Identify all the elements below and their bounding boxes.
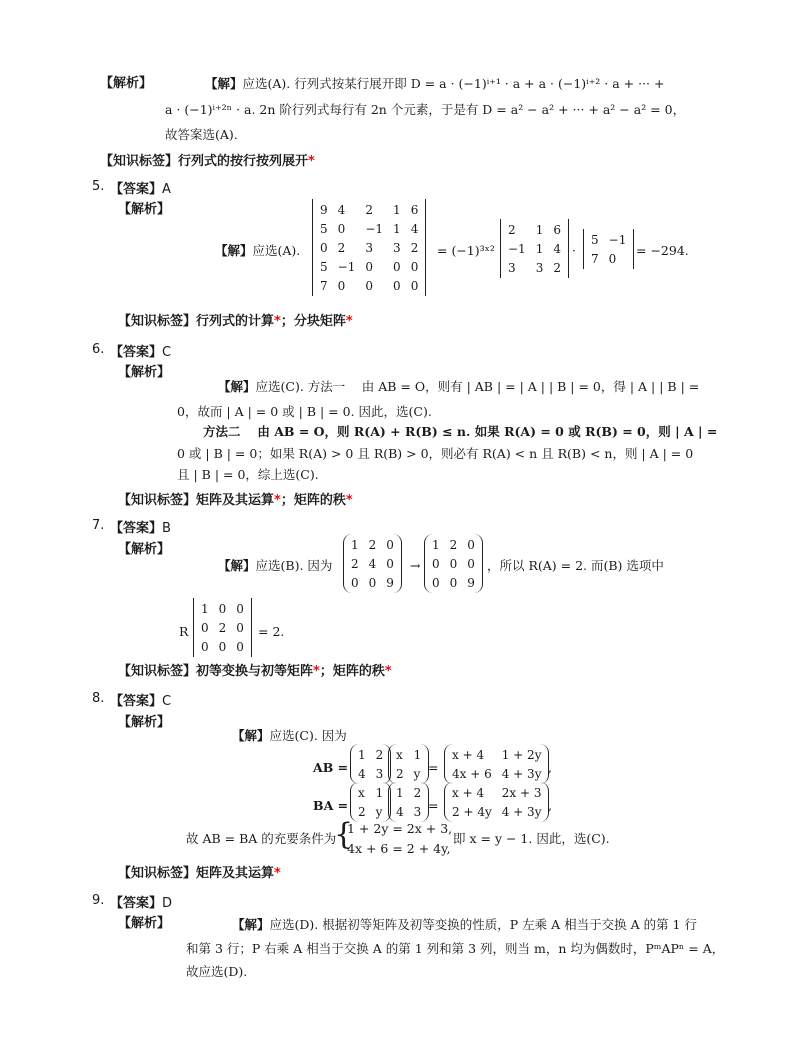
q7-m3-cell: 0 bbox=[236, 601, 244, 616]
q5-matrix-5x5 bbox=[312, 199, 426, 296]
q7-number: 7. bbox=[92, 518, 105, 533]
q7-m1-row bbox=[346, 554, 399, 573]
analysis-label: 【解析】 bbox=[100, 76, 153, 91]
q8-ba-label: BA = bbox=[313, 798, 349, 813]
q7-m2-cell: 0 bbox=[432, 556, 440, 571]
q8-ab-m3-cell: x + 4 bbox=[452, 747, 485, 762]
q7-m3-row bbox=[196, 599, 249, 618]
q6-number: 6. bbox=[92, 342, 105, 357]
q5-m1-cell: −1 bbox=[365, 221, 384, 236]
q7-m3-row bbox=[196, 618, 249, 637]
q8-ab-m1-row bbox=[353, 764, 388, 783]
q8-ba-eq: = bbox=[428, 798, 439, 813]
q8-ba-m3-row bbox=[447, 783, 546, 802]
q9-line2: 和第 3 行；P 右乘 A 相当于交换 A 的第 1 列和第 3 列，则当 m，n 均为偶数时，PᵐAPⁿ = A， bbox=[186, 941, 725, 956]
q6-answer: 【答案】C bbox=[110, 345, 172, 360]
q7-m2-cell: 0 bbox=[449, 575, 458, 590]
q8-ab-m2-row bbox=[391, 745, 426, 764]
q5-m1-cell: 4 bbox=[410, 221, 419, 236]
q5-m2-cell: 4 bbox=[553, 241, 561, 256]
q6-tags: 【知识标签】矩阵及其运算*；矩阵的秩* bbox=[118, 493, 353, 508]
q6-analysis-label: 【解析】 bbox=[118, 365, 171, 380]
q8-ba-m3 bbox=[444, 782, 549, 822]
q7-matrix-3 bbox=[193, 598, 252, 657]
q9-number: 9. bbox=[92, 893, 105, 908]
q5-m3-cell: −1 bbox=[608, 232, 627, 247]
q5-m1-cell: 0 bbox=[365, 259, 373, 274]
q5-m3-row bbox=[586, 249, 631, 268]
q5-m2-cell: 6 bbox=[553, 222, 561, 237]
q8-analysis-label: 【解析】 bbox=[118, 715, 171, 730]
q5-m2-cell: 3 bbox=[508, 260, 516, 275]
q7-m1-cell: 2 bbox=[368, 537, 377, 552]
q8-ab-m3 bbox=[444, 744, 549, 784]
q5-m1-cell: 0 bbox=[337, 278, 346, 293]
q5-m1-row bbox=[315, 238, 423, 257]
q8-ab-m3-cell: 4 + 3y bbox=[501, 766, 542, 781]
q7-m2-cell: 0 bbox=[449, 556, 458, 571]
q9-line3: 故应选(D). bbox=[186, 964, 248, 979]
q4-line2: a · (−1)ⁱ⁺²ⁿ · a. 2n 阶行列式每行有 2n 个元素，于是有 D = a² − a² + ··· + a² − a² = 0， bbox=[165, 102, 686, 117]
q4-tags: 【知识标签】行列式的按行按列展开* bbox=[100, 154, 315, 169]
q7-m1-row bbox=[346, 535, 399, 554]
q8-ba-m1-row bbox=[353, 783, 388, 802]
q9-line1: 【解】应选(D). 根据初等矩阵及初等变换的性质，P 左乘 A 相当于交换 A 的第 1 行 bbox=[232, 917, 697, 932]
q5-m2-cell: −1 bbox=[508, 241, 526, 256]
q8-cond1: 1 + 2y = 2x + 3, bbox=[347, 821, 453, 836]
q8-ba-m2-row bbox=[391, 802, 426, 821]
q7-m1-cell: 4 bbox=[368, 556, 377, 571]
q8-tags: 【知识标签】矩阵及其运算* bbox=[118, 866, 281, 881]
q8-ba-m2-cell: 3 bbox=[413, 804, 422, 819]
q5-m1-cell: 3 bbox=[393, 240, 401, 255]
q5-m1-cell: 0 bbox=[393, 278, 401, 293]
q7-m3-cell: 0 bbox=[236, 620, 244, 635]
q7-m2-row bbox=[427, 573, 480, 592]
q7-lead: 【解】应选(B). 因为 bbox=[218, 558, 333, 573]
q8-ba-m2-cell: 1 bbox=[396, 785, 404, 800]
q8-ba-m1-row bbox=[353, 802, 388, 821]
q8-ab-m3-row bbox=[447, 764, 546, 783]
q5-m1-cell: 2 bbox=[365, 202, 373, 217]
q7-m1-cell: 2 bbox=[351, 556, 359, 571]
q8-ba-m1-cell: 1 bbox=[375, 785, 384, 800]
q5-m1-row bbox=[315, 257, 423, 276]
q7-m1-cell: 0 bbox=[368, 575, 377, 590]
q5-m1-cell: 0 bbox=[410, 278, 419, 293]
q8-ab-m1 bbox=[350, 744, 391, 784]
q7-m2-cell: 0 bbox=[432, 575, 440, 590]
q5-matrix-2x2 bbox=[583, 229, 634, 269]
q8-ab-m1-row bbox=[353, 745, 388, 764]
q7-m3-cell: 1 bbox=[201, 601, 209, 616]
q8-ba-m1 bbox=[350, 782, 391, 822]
q8-ab-m3-cell: 4x + 6 bbox=[452, 766, 492, 781]
q4-line1: 【解】应选(A). 行列式按某行展开即 D = a · (−1)ⁱ⁺¹ · a + a · (−1)ⁱ⁺² · a + ··· + bbox=[205, 76, 665, 91]
q8-ab-m1-cell: 2 bbox=[375, 747, 384, 762]
q6-line4: 0 或 | B | = 0；如果 R(A) > 0 且 R(B) > 0，则必有 R(A) < n 且 R(B) < n，则 | A | = 0 bbox=[177, 446, 694, 461]
q5-m2-cell: 1 bbox=[535, 241, 544, 256]
q5-m3-cell: 0 bbox=[608, 251, 617, 266]
q8-ab-m2-cell: x bbox=[396, 747, 403, 762]
q8-number: 8. bbox=[92, 691, 105, 706]
q5-m3-cell: 7 bbox=[591, 251, 599, 266]
q7-m2-cell: 0 bbox=[467, 556, 475, 571]
q5-m3-row bbox=[586, 230, 631, 249]
q7-m3-cell: 2 bbox=[218, 620, 227, 635]
q7-m2-row bbox=[427, 554, 480, 573]
q8-ab-m1-cell: 3 bbox=[375, 766, 384, 781]
q8-ab-m2-cell: y bbox=[413, 766, 421, 781]
q5-m1-cell: 2 bbox=[337, 240, 346, 255]
q7-m3-cell: 0 bbox=[201, 620, 209, 635]
q5-m2-cell: 2 bbox=[553, 260, 561, 275]
q5-m1-cell: 0 bbox=[410, 259, 419, 274]
q5-matrix-3x3 bbox=[500, 219, 569, 278]
q8-ba-m2 bbox=[388, 782, 429, 822]
q8-ab-m3-cell: 1 + 2y bbox=[501, 747, 542, 762]
q7-m3-cell: 0 bbox=[236, 639, 244, 654]
q7-m2-row bbox=[427, 535, 480, 554]
q8-ba-m2-cell: 2 bbox=[413, 785, 422, 800]
q5-result: = −294. bbox=[636, 243, 689, 258]
q5-m1-cell: 4 bbox=[337, 202, 346, 217]
q5-m2-row bbox=[503, 258, 566, 277]
q5-m1-row bbox=[315, 276, 423, 295]
q8-ab-m3-row bbox=[447, 745, 546, 764]
q8-ab-label: AB = bbox=[313, 760, 349, 775]
q7-arrow: → bbox=[410, 558, 421, 573]
q5-m2-row bbox=[503, 220, 566, 239]
q5-m1-cell: 1 bbox=[393, 221, 401, 236]
q5-m1-cell: 0 bbox=[320, 240, 328, 255]
q8-ab-end: , bbox=[548, 760, 552, 775]
q8-ab-m2 bbox=[388, 744, 429, 784]
q8-ba-m3-row bbox=[447, 802, 546, 821]
q5-m2-cell: 1 bbox=[535, 222, 544, 237]
q8-cond-brace: { bbox=[334, 817, 354, 852]
q5-m3-cell: 5 bbox=[591, 232, 599, 247]
q8-ba-m1-cell: 2 bbox=[358, 804, 366, 819]
q5-m1-cell: 7 bbox=[320, 278, 328, 293]
q8-ba-m3-cell: 4 + 3y bbox=[501, 804, 542, 819]
q7-rank-label: R bbox=[179, 624, 189, 639]
q8-ab-m2-cell: 2 bbox=[396, 766, 404, 781]
q8-ba-m3-cell: x + 4 bbox=[452, 785, 485, 800]
q7-m1-cell: 0 bbox=[386, 537, 394, 552]
q8-cond2: 4x + 6 = 2 + 4y, bbox=[347, 841, 451, 856]
q7-m1-cell: 0 bbox=[386, 556, 394, 571]
q7-m3-cell: 0 bbox=[218, 601, 227, 616]
q7-m2-cell: 0 bbox=[467, 537, 475, 552]
q4-line3: 故答案选(A). bbox=[165, 127, 238, 142]
q7-m2-cell: 1 bbox=[432, 537, 440, 552]
q8-ab-m1-cell: 4 bbox=[358, 766, 366, 781]
q5-m1-cell: 0 bbox=[337, 221, 346, 236]
q8-cond-lead: 故 AB = BA 的充要条件为 bbox=[186, 831, 337, 846]
q8-ba-m3-cell: 2x + 3 bbox=[501, 785, 542, 800]
q5-m1-cell: 2 bbox=[410, 240, 419, 255]
q5-m1-cell: 0 bbox=[365, 278, 373, 293]
q7-answer: 【答案】B bbox=[110, 521, 171, 536]
q7-m1-row bbox=[346, 573, 399, 592]
q5-tags: 【知识标签】行列式的计算*；分块矩阵* bbox=[118, 314, 353, 329]
q5-m1-cell: 9 bbox=[320, 202, 328, 217]
q5-m2-cell: 2 bbox=[508, 222, 516, 237]
q7-tags: 【知识标签】初等变换与初等矩阵*；矩阵的秩* bbox=[118, 664, 392, 679]
q5-m2-row bbox=[503, 239, 566, 258]
q5-answer: 【答案】A bbox=[110, 182, 171, 197]
q5-m1-cell: 6 bbox=[410, 202, 419, 217]
q8-cond-tail: 即 x = y − 1. 因此，选(C). bbox=[453, 831, 610, 846]
q7-m3-cell: 0 bbox=[201, 639, 209, 654]
q5-m1-cell: 1 bbox=[393, 202, 401, 217]
q7-m1-cell: 0 bbox=[351, 575, 359, 590]
q7-m1-cell: 9 bbox=[386, 575, 394, 590]
q5-m2-cell: 3 bbox=[535, 260, 544, 275]
q7-m1-cell: 1 bbox=[351, 537, 359, 552]
q8-ba-m2-row bbox=[391, 783, 426, 802]
q8-ab-m2-cell: 1 bbox=[413, 747, 422, 762]
q5-lead: 【解】应选(A). bbox=[215, 243, 301, 258]
q9-analysis-label: 【解析】 bbox=[118, 916, 171, 931]
q5-analysis-label: 【解析】 bbox=[118, 202, 171, 217]
q7-rank-result: = 2. bbox=[258, 624, 285, 639]
q8-answer: 【答案】C bbox=[110, 694, 172, 709]
q5-m1-row bbox=[315, 219, 423, 238]
q7-m3-cell: 0 bbox=[218, 639, 227, 654]
q5-m1-cell: 0 bbox=[393, 259, 401, 274]
q7-tail: ，所以 R(A) = 2. 而(B) 选项中 bbox=[487, 558, 664, 573]
q6-line1: 【解】应选(C). 方法一 由 AB = O，则有 | AB | = | A | | B | = 0，得 | A | | B | = bbox=[218, 379, 700, 394]
q8-lead: 【解】应选(C). 因为 bbox=[232, 728, 347, 743]
q5-eq: = (−1)³ˣ² bbox=[437, 243, 495, 258]
q5-m1-cell: −1 bbox=[337, 259, 356, 274]
q5-m1-cell: 5 bbox=[320, 221, 328, 236]
q5-m1-cell: 3 bbox=[365, 240, 373, 255]
q7-m3-row bbox=[196, 637, 249, 656]
q8-ab-m2-row bbox=[391, 764, 426, 783]
q7-analysis-label: 【解析】 bbox=[118, 542, 171, 557]
q8-ba-m3-cell: 2 + 4y bbox=[452, 804, 492, 819]
q8-ba-m1-cell: y bbox=[375, 804, 383, 819]
q9-answer: 【答案】D bbox=[110, 896, 173, 911]
q8-ba-end: , bbox=[548, 798, 552, 813]
q7-matrix-2 bbox=[424, 534, 483, 593]
q8-ab-m1-cell: 1 bbox=[358, 747, 366, 762]
q7-m2-cell: 9 bbox=[467, 575, 475, 590]
q5-number: 5. bbox=[92, 179, 105, 194]
q5-m1-cell: 5 bbox=[320, 259, 328, 274]
q8-ba-m2-cell: 4 bbox=[396, 804, 404, 819]
q6-line5: 且 | B | = 0，综上选(C). bbox=[177, 467, 319, 482]
q7-m2-cell: 2 bbox=[449, 537, 458, 552]
q8-ab-eq: = bbox=[428, 760, 439, 775]
q5-dot: · bbox=[572, 243, 576, 258]
q5-m1-row bbox=[315, 200, 423, 219]
q6-line2: 0，故而 | A | = 0 或 | B | = 0. 因此，选(C). bbox=[177, 404, 432, 419]
q6-line3: 方法二 由 AB = O，则 R(A) + R(B) ≤ n. 如果 R(A) = 0 或 R(B) = 0，则 | A | = bbox=[203, 424, 718, 439]
q7-matrix-1 bbox=[343, 534, 402, 593]
q8-ba-m1-cell: x bbox=[358, 785, 365, 800]
